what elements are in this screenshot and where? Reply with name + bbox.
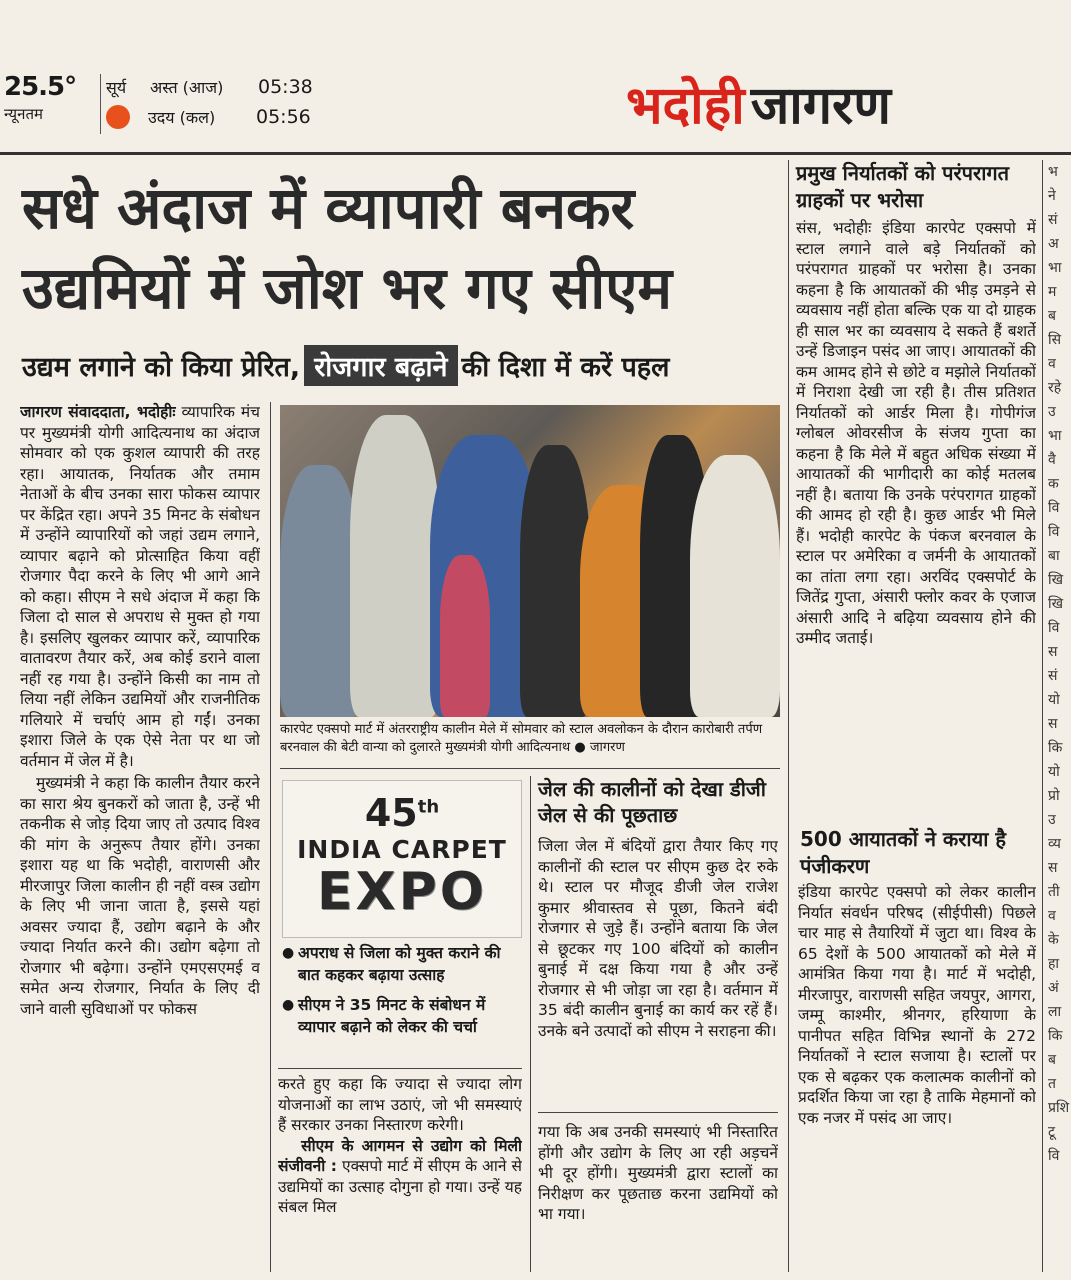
column-divider [1042, 160, 1043, 1272]
main-headline [22, 168, 782, 328]
expo-title-line-1: INDIA CARPET [297, 835, 507, 864]
main-para-2: मुख्यमंत्री ने कहा कि कालीन तैयार करने का सारा श्रेय बुनकरों को जाता है, उन्हें भी तकनीक से जोड़ दिया जाए तो उत्पाद विश्व की मांग के अनुरूप तैयार होंगे। उनका इशारा यह था कि भदोही, वाराणसी और मीरजापुर जिला कालीन ही नहीं वस्त्र उद्योग के लिए भी जाना जाता है, इससे यहां अवसर ज्यादा हैं, उद्योग बढ़ाने के और ज्यादा निर्यात करने की। उद्योग बढ़ेगा तो रोजगार भी बढ़ेगा। उन्होंने एमएसएमई व समेत अन्य रोजगार, निर्यात के लिए दी जाने वाली सुविधाओं पर फोकस [20, 774, 260, 1018]
edge-fragment: भ [1048, 164, 1058, 180]
cont-para-2: एक्सपो मार्ट में सीएम के आने से उद्यमियों का उत्साह दोगुना हो गया। उन्हें यह संबल मिल [278, 1157, 522, 1216]
main-story-column [20, 402, 260, 1272]
caption-rule [280, 768, 780, 769]
edge-fragment: म [1048, 284, 1057, 300]
registration-story-headline: 500 आयातकों ने कराया है पंजीकरण [800, 827, 1006, 878]
photo-figure [350, 415, 440, 717]
edge-fragment: टू [1048, 1124, 1056, 1140]
masthead-name: जागरण [750, 76, 891, 136]
column-divider [788, 160, 789, 1272]
registration-story-body: इंडिया कारपेट एक्सपो को लेकर कालीन निर्यात संवर्धन परिषद (सीईपीसी) पिछले चार माह से तैयारियों में जुटा था। विश्व के 65 देशों के 500 आयातकों को मेले में आमंत्रित किया गया है। मार्ट में भदोही, मीरजापुर, वाराणसी सहित जयपुर, आगरा, जम्मू काश्मीर, श्रीनगर, हरियाणा के पानीपत सहित विभिन्न स्थानों के 272 निर्यातकों ने स्टाल सजाया है। स्टालों पर एक से बढ़कर एक कलात्मक कालीनों को प्रदर्शित किया जा रहा है ताकि मेहमानों को एक नजर में पसंद आ जाए। [798, 883, 1036, 1127]
temperature-box [4, 72, 100, 124]
bullet-dot-icon: ● [282, 945, 295, 961]
column-divider [530, 776, 531, 1272]
edge-fragment: खि [1048, 596, 1064, 612]
column-divider [270, 402, 271, 1272]
exporters-byline: संस, भदोहीः [796, 219, 872, 237]
masthead-city: भदोही [626, 76, 745, 136]
main-byline: जागरण संवाददाता, भदोहीः [20, 403, 176, 421]
edge-fragment: बा [1048, 548, 1060, 564]
subheadline [22, 340, 782, 390]
exporters-story-headline: प्रमुख निर्यातकों को परंपरागत ग्राहकों पर भरोसा [796, 161, 1010, 212]
expo-logo [282, 780, 522, 938]
edge-fragment: अं [1048, 980, 1059, 996]
edge-fragment: स [1048, 644, 1058, 660]
news-photo [280, 405, 780, 717]
edge-fragment: ती [1048, 884, 1060, 900]
edge-fragment: ने [1048, 188, 1056, 204]
edge-fragment: ला [1048, 1004, 1062, 1020]
bullet-text: सीएम ने 35 मिनट के संबोधन में व्यापार बढ़ाने को लेकर की चर्चा [298, 996, 486, 1036]
exporters-story-body [796, 218, 1036, 796]
bullet-text: अपराध से जिला को मुक्त कराने की बात कहकर बढ़ाया उत्साह [298, 944, 501, 984]
subhead-part-1: उद्यम लगाने को किया प्रेरित, [22, 351, 301, 383]
edge-fragment: व [1048, 908, 1056, 924]
edge-fragment: ब [1048, 308, 1056, 324]
edge-fragment: वि [1048, 620, 1060, 636]
edge-fragment: स [1048, 716, 1058, 732]
photo-figure [690, 455, 780, 717]
edge-fragment: वै [1048, 452, 1056, 468]
headline-line-1: सधे अंदाज में व्यापारी बनकर [22, 174, 635, 242]
photo-caption [280, 721, 780, 757]
sun-icon [106, 105, 130, 129]
temperature-value: 25.5° [4, 72, 77, 102]
edge-fragment: स [1048, 860, 1058, 876]
bullet-dot-icon: ● [282, 997, 295, 1013]
cont-subhead: सीएम के आगमन से उद्योग को मिली संजीवनी : [278, 1136, 522, 1175]
edge-fragment: वि [1048, 500, 1060, 516]
edge-fragment: भा [1048, 428, 1062, 444]
main-para-1: व्यापारिक मंच पर मुख्यमंत्री योगी आदित्यनाथ का अंदाज सोमवार को एक कुशल व्यापारी की तरह रहा। आयातक, निर्यातक और तमाम नेताओं के बीच उनका सारा फोकस व्यापार पर केंद्रित रहा। अपने 35 मिनट के संबोधन में उन्होंने व्यापारियों को जहां उद्यम लगाने, व्यापार बढ़ाने को प्रोत्साहित किया वहीं रोजगार पैदा करने के लिए भी आगे आने को कहा। सीएम ने सधे अंदाज में कहा कि जिला दो साल से अपराध से मुक्त हो गया है। इसलिए खुलकर व्यापार करें, व्यापारिक वातावरण तैयार करें, अब कोई डराने वाला नहीं रह गया है। उन्होंने किसी का नाम तो लिया नहीं लेकिन उद्यमियों और राजनीतिक गलियारे में चर्चाएं आम हो गईं। उनका इशारा जिले के एक ऐसे नेता पर था जो वर्तमान में जेल में है। [20, 403, 260, 770]
edge-fragment: उ [1048, 404, 1056, 420]
edge-fragment: कि [1048, 740, 1063, 756]
edge-fragment: भा [1048, 260, 1062, 276]
edge-fragment: कि [1048, 1028, 1063, 1044]
sun-label: सूर्य [106, 78, 127, 97]
jail-story-headline: जेल की कालीनों को देखा डीजी जेल से की पूछताछ [538, 777, 766, 827]
edge-fragment: यो [1048, 764, 1060, 780]
edge-fragment: वि [1048, 524, 1060, 540]
bullet-item [282, 994, 522, 1038]
edge-fragment: खि [1048, 572, 1064, 588]
edge-fragment: हा [1048, 956, 1060, 972]
edge-fragment: अ [1048, 236, 1059, 252]
edge-fragment: रहे [1048, 380, 1062, 396]
expo-title-line-2: EXPO [317, 862, 487, 922]
edge-fragment: सं [1048, 668, 1058, 684]
sun-times [106, 72, 336, 132]
jail-story-continuation: गया कि अब उनकी समस्याएं भी निस्तारित होंगी और उद्योग के लिए आ रही अड़चनें भी दूर होंगी। मुख्यमंत्री द्वारा स्टालों का निरीक्षण कर पूछताछ करना उद्यमियों को भा गया। [538, 1123, 778, 1223]
edge-fragment: व [1048, 356, 1056, 372]
sunset-label: अस्त (आज) [150, 78, 224, 97]
edge-fragment: वि [1048, 1148, 1060, 1164]
exporters-text: इंडिया कारपेट एक्सपो में स्टाल लगाने वाले बड़े निर्यातकों को परंपरागत ग्राहकों पर भरोसा है। उनका कहना है कि आयातकों की भीड़ उमड़ने से व्यवसाय नहीं होता बल्कि एक या दो ग्राहक ही साल भर का व्यवसाय दे सकते हैं बशर्ते उन्हें डिजाइन पसंद आ जाए। आयातकों की कम आमद होने से छोटे व मझोले निर्यातकों में निराशा देखी जा रही है। तीस प्रतिशत निर्यातकों को आर्डर मिला है। गोपीगंज ग्लोबल ओवरसीज के संजय गुप्ता का कहना है कि मेले में बहुत अधिक संख्या में आयातकों की भागीदारी का कोई मतलब नहीं है। बताया कि उनके परंपरागत ग्राहकों की आमद हो रही है। कुछ आर्डर भी मिले हैं। भदोही कारपेट के पंकज बरनवाल के स्टाल पर अमेरिका व जर्मनी के आयातकों का तांता लगा रहा। अरविंद एक्सपोर्ट के जितेंद्र गुप्ता, अंसारी फ्लोर कवर के एजाज अंसारी आदि ने बढ़िया व्यवसाय होने की उम्मीद जताई। [796, 219, 1036, 647]
clipped-edge-column [1048, 160, 1071, 1270]
photo-figure [440, 555, 490, 717]
jail-story-body: जिला जेल में बंदियों द्वारा तैयार किए गए कालीनों की स्टाल पर सीएम कुछ देर रुके थे। स्टाल पर मौजूद डीजी जेल राजेश कुमार श्रीवास्तव से पूछा, कितने बंदी रोजगार से जुड़े हैं। उन्होंने बताया कि जेल से छूटकर गए 100 बंदियों को कालीन बुनाई में दक्ष किया गया है और उन्हें रोजगार से भी जोड़ा जा रहा है। वर्तमान में 35 बंदी कालीन बुनाई का कार्य कर रहें हैं। उनके बने उत्पादों को सीएम ने सराहना की। [538, 837, 778, 1040]
photo-figure [280, 465, 360, 717]
caption-credit: ● जागरण [574, 740, 625, 755]
page-header [0, 60, 1071, 150]
temperature-label: न्यूनतम [4, 105, 43, 123]
edge-fragment: क [1048, 476, 1059, 492]
highlight-bullets [282, 942, 522, 1046]
edge-fragment: के [1048, 932, 1059, 948]
edge-fragment: ब [1048, 1052, 1056, 1068]
subhead-highlight: रोजगार बढ़ाने [304, 345, 457, 386]
sunrise-time: 05:56 [256, 106, 311, 128]
main-story-continuation [278, 1074, 522, 1274]
caption-text: कारपेट एक्सपो मार्ट में अंतरराष्ट्रीय कालीन मेले में सोमवार को स्टाल अवलोकन के दौरान कारोबारी तर्पण बरनवाल की बेटी वान्या को दुलारते मुख्यमंत्री योगी आदित्यनाथ [280, 722, 763, 755]
expo-number: 45 [364, 791, 418, 835]
edge-fragment: सि [1048, 332, 1062, 348]
sunrise-label: उदय (कल) [148, 108, 216, 127]
subhead-part-2: की दिशा में करें पहल [461, 351, 670, 383]
cont-para: करते हुए कहा कि ज्यादा से ज्यादा लोग योजनाओं का लाभ उठाएं, जो भी समस्याएं हैं सरकार उनका निस्तारण करेगी। [278, 1075, 522, 1134]
edge-fragment: सं [1048, 212, 1058, 228]
header-rule [0, 152, 1071, 155]
edge-fragment: उ [1048, 812, 1056, 828]
edge-fragment: प्रो [1048, 788, 1060, 804]
expo-suffix: th [417, 796, 440, 818]
edge-fragment: व्य [1048, 836, 1061, 852]
jail-story-rule [538, 1112, 778, 1113]
headline-line-2: उद्यमियों में जोश भर गए सीएम [22, 254, 673, 322]
masthead [626, 74, 1071, 138]
header-divider [100, 74, 101, 134]
edge-fragment: प्रशि [1048, 1100, 1070, 1116]
edge-fragment: त [1048, 1076, 1056, 1092]
bullet-item [282, 942, 522, 986]
edge-fragment: यो [1048, 692, 1060, 708]
bullets-rule [278, 1068, 522, 1069]
sunset-time: 05:38 [258, 76, 313, 98]
